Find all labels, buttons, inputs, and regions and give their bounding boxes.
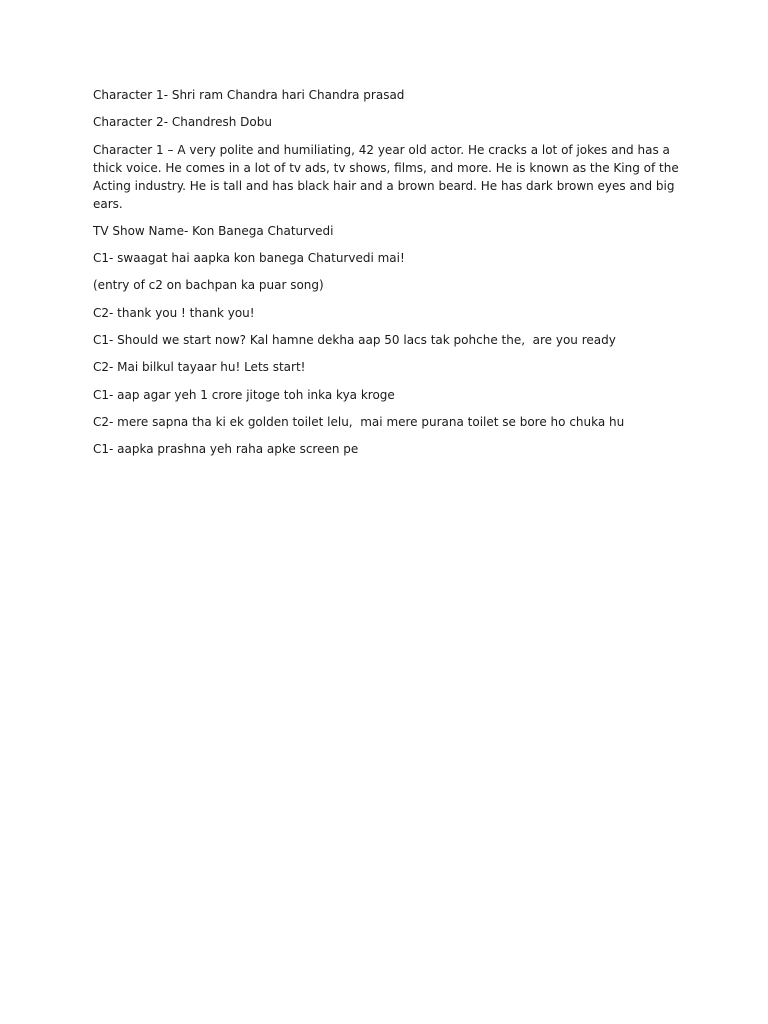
paragraph-character-1: Character 1- Shri ram Chandra hari Chandra prasad (93, 88, 405, 102)
dialogue-line: C2- mere sapna tha ki ek golden toilet lelu, mai mere purana toilet se bore ho chuka hu (93, 414, 625, 429)
document-body (93, 86, 683, 468)
dialogue-line: C2- Mai bilkul tayaar hu! Lets start! (93, 360, 306, 375)
dialogue-line: C1- aap agar yeh 1 crore jitoge toh inka kya kroge (93, 387, 395, 402)
paragraph-character-2: Character 2- Chandresh Dobu (93, 115, 272, 130)
paragraph-tv-show-name: TV Show Name- Kon Banega Chaturvedi (93, 223, 334, 238)
dialogue-line: C1- aapka prashna yeh raha apke screen pe (93, 442, 359, 457)
dialogue-line: C2- thank you ! thank you! (93, 305, 255, 320)
dialogue-line: C1- swaagat hai aapka kon banega Chaturvedi mai! (93, 251, 405, 266)
paragraph-character-1-description: Character 1 – A very polite and humiliating, 42 year old actor. He cracks a lot of jokes and has a thick voice. He comes in a lot of tv ads, tv shows, films, and more. He is known as the King of the Acting industry. He is tall and has black hair and a brown beard. He has dark brown eyes and big ears. (93, 142, 683, 211)
dialogue-line: C1- Should we start now? Kal hamne dekha aap 50 lacs tak pohche the, are you ready (93, 333, 616, 348)
stage-direction: (entry of c2 on bachpan ka puar song) (93, 278, 324, 293)
